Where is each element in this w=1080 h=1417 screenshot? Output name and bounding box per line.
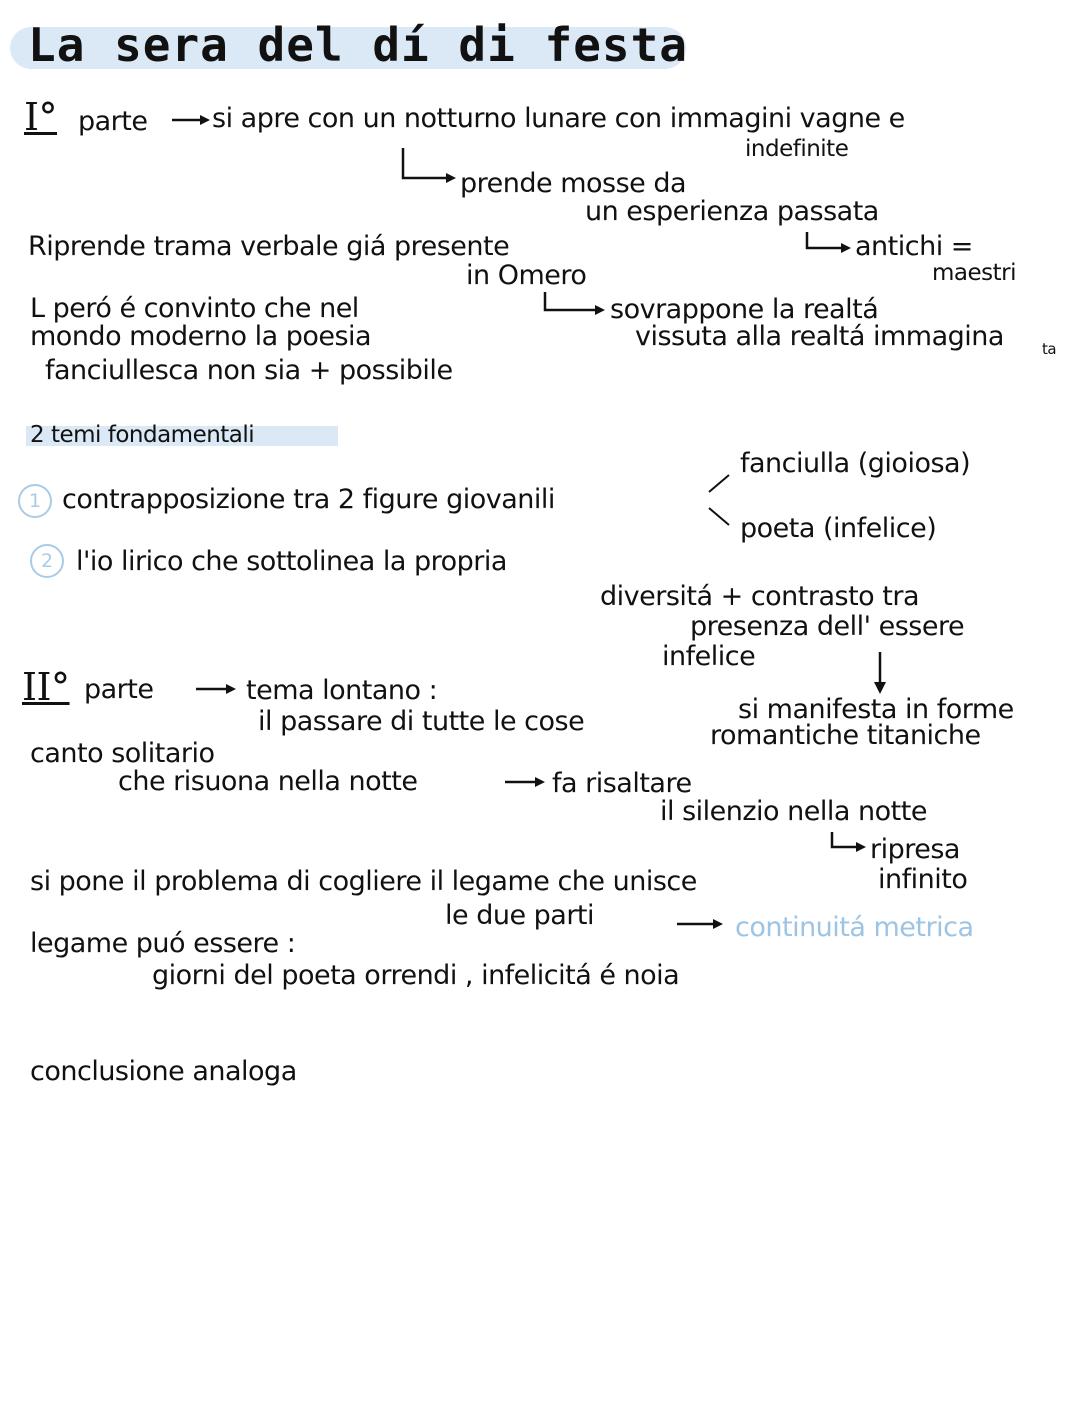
part1-label: parte [78,106,148,137]
temi-item2-b: diversitá + contrasto tra [600,581,920,612]
riprende-b: in Omero [466,260,587,291]
antichi-a: antichi = [855,231,973,262]
manifesta-b: romantiche titaniche [710,720,981,751]
sovrappone-c: ta [1042,340,1057,358]
number-badge-1: 1 [18,484,52,518]
temi-heading: 2 temi fondamentali [30,422,255,448]
branch1-b: un esperienza passata [585,196,879,227]
number-badge-2: 2 [30,544,64,578]
part1-line1b: indefinite [745,136,849,162]
arrow-right-icon [196,682,240,696]
temi-item2-a: l'io lirico che sottolinea la propria [76,546,507,577]
fanciulla-label: fanciulla (gioiosa) [740,448,971,479]
ripresa-b: infinito [878,864,968,895]
arrow-right-icon [505,775,549,789]
branch-lines [705,470,735,530]
elbow-arrow-icon [543,292,613,322]
problema-a: si pone il problema di cogliere il legame che unisce [30,866,697,897]
elbow-arrow-icon [830,832,870,856]
ripresa-a: ripresa [870,834,960,865]
part2-label: parte [84,674,154,705]
temi-item2-d: infelice [662,641,756,672]
arrow-right-icon [172,113,212,127]
pero-a: L peró é convinto che nel [30,293,359,324]
temi-item2-c: presenza dell' essere [690,611,965,642]
pero-b: mondo moderno la poesia [30,321,372,352]
part1-roman: I° [24,95,58,139]
arrow-down-icon [870,652,890,697]
tema-b: il passare di tutte le cose [258,706,585,737]
part1-line1: si apre con un notturno lunare con immagini vagne e [212,103,905,134]
riprende-a: Riprende trama verbale giá presente [28,231,510,262]
elbow-arrow-icon [805,232,855,262]
legame-a: legame puó essere : [30,928,296,959]
conclusione: conclusione analoga [30,1056,297,1087]
problema-b: le due parti [445,900,595,931]
risaltare-a: fa risaltare [552,768,692,799]
antichi-b: maestri [932,260,1016,286]
branch1-a: prende mosse da [460,168,687,199]
elbow-arrow-icon [400,148,460,188]
manifesta-a: si manifesta in forme [738,694,1014,725]
risaltare-b: il silenzio nella notte [660,796,927,827]
tema-a: tema lontano : [246,675,438,706]
sovrappone-b: vissuta alla realtá immagina [635,321,1004,352]
arrow-right-icon [677,917,727,931]
temi-item1: contrapposizione tra 2 figure giovanili [62,484,555,515]
part2-roman: II° [22,665,70,709]
sovrappone-a: sovrappone la realtá [610,294,879,325]
poeta-label: poeta (infelice) [740,513,937,544]
pero-c: fanciullesca non sia + possibile [45,355,453,386]
continuita-label: continuitá metrica [735,912,974,943]
canto-a: canto solitario [30,738,215,769]
canto-b: che risuona nella notte [118,766,418,797]
page-title: La sera del dí di festa [28,18,688,72]
legame-b: giorni del poeta orrendi , infelicitá é noia [152,960,680,991]
